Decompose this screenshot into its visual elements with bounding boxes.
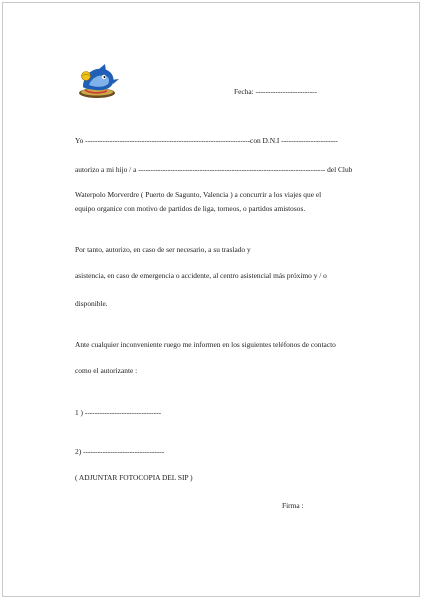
date-field: Fecha: ------------------------- xyxy=(234,87,318,96)
paragraph-line: Ante cualquier inconveniente ruego me informen en los siguientes teléfonos de contacto xyxy=(75,340,336,349)
paragraph-line: Waterpolo Morverdre ( Puerto de Sagunto, Valencia ) a concurrir a los viajes que el xyxy=(75,190,322,199)
paragraph-line: asistencia, en caso de emergencia o accidente, al centro asistencial más próximo y / o xyxy=(75,271,327,280)
phone-field-1: 1 ) ------------------------------- xyxy=(75,408,162,417)
sip-note: ( ADJUNTAR FOTOCOPIA DEL SIP ) xyxy=(75,473,193,482)
paragraph-line: como el autorizante : xyxy=(75,366,138,375)
document-page xyxy=(2,2,420,597)
signature-label: Firma : xyxy=(282,501,304,510)
paragraph-line: Por tanto, autorizo, en caso de ser necesario, a su traslado y xyxy=(75,245,251,254)
phone-field-2: 2) --------------------------------- xyxy=(75,447,165,456)
parent-name-line: Yo -------------------------------------------------------------------con D.N.I ----------------------- xyxy=(75,136,338,145)
paragraph-line: equipo organice con motivo de partidos de liga, torneos, o partidos amistosos. xyxy=(75,204,306,213)
child-name-line: autorizo a mi hijo / a ---------------------------------------------------------------------------- del Club xyxy=(75,165,353,174)
paragraph-line: disponible. xyxy=(75,299,108,308)
waterpolo-club-logo-icon xyxy=(75,63,121,103)
